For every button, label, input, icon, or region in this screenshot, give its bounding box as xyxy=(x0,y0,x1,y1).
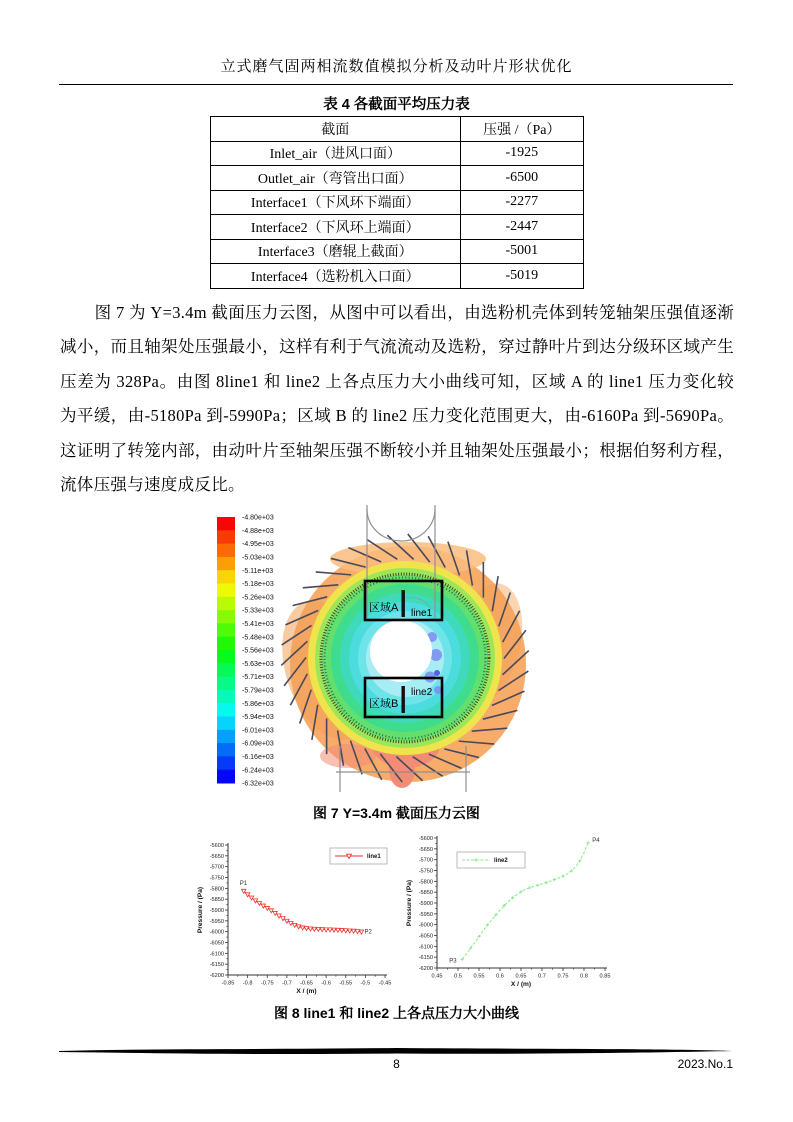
x-tick-label: -0.7 xyxy=(282,980,292,987)
legend-label: line2 xyxy=(494,858,508,865)
chart-line2 xyxy=(406,836,610,988)
figure7-pressure-contour xyxy=(180,505,600,805)
colorbar xyxy=(217,515,274,788)
x-tick-label: 0.85 xyxy=(599,973,611,980)
y-tick-label: -5650 xyxy=(418,846,433,853)
colorbar-tick-label: -6.24e+03 xyxy=(242,767,274,775)
y-tick-label: -5800 xyxy=(209,886,224,893)
y-tick-label: -6000 xyxy=(418,922,433,929)
table-header-cell: 截面 xyxy=(211,117,461,142)
colorbar-tick-label: -6.09e+03 xyxy=(242,740,274,748)
header-rule xyxy=(59,84,733,85)
x-tick-label: -0.45 xyxy=(378,980,392,987)
legend-label: line1 xyxy=(367,854,381,861)
figure8-caption: 图 8 line1 和 line2 上各点压力大小曲线 xyxy=(273,1005,520,1021)
y-tick-label: -5950 xyxy=(209,918,224,925)
x-axis-label: X / (m) xyxy=(296,988,317,995)
footer-rule-shape xyxy=(59,1048,733,1054)
y-tick-label: -5700 xyxy=(209,864,224,871)
body-paragraph: 图 7 为 Y=3.4m 截面压力云图，从图中可以看出，由选粉机壳体到转笼轴架压强值逐渐减小，而且轴架处压强最小，这样有利于气流流动及选粉，穿过静叶片到达分级环区域产生压差为 328Pa。由图 8line1 和 line2 上各点压力大小曲线可知，区域 A 的 line1 压力变化较为平缓，由-5180Pa 到-5990Pa；区域 B 的 line2 压力变化范围更大，由-6160Pa 到-5690Pa。这证明了转笼内部，由动叶片至轴架压强不断较小并且轴架处压强最小；根据伯努利方程，流体压强与速度成反比。 xyxy=(60,303,734,495)
x-tick-label: 0.7 xyxy=(538,973,546,980)
table-cell-section: Outlet_air（弯管出口面） xyxy=(211,166,461,191)
colorbar-tick-label: -6.16e+03 xyxy=(242,754,274,761)
x-tick-label: -0.65 xyxy=(300,980,313,987)
y-tick-label: -5750 xyxy=(418,868,433,875)
y-axis-label: Pressure / (Pa) xyxy=(406,879,413,927)
colorbar-tick-label: -5.56e+03 xyxy=(242,647,274,655)
y-tick-label: -6150 xyxy=(418,955,433,962)
table-cell-section: Interface3（磨辊上截面） xyxy=(211,239,461,264)
y-tick-label: -5600 xyxy=(418,836,433,842)
table-row xyxy=(211,141,584,166)
region-a-label: 区域A xyxy=(369,602,399,614)
x-tick-label: 0.75 xyxy=(557,973,569,980)
x-tick-label: 0.8 xyxy=(580,973,588,980)
x-tick-label: -0.5 xyxy=(360,980,371,987)
x-tick-label: 0.5 xyxy=(454,973,462,980)
contour-plot xyxy=(266,505,534,792)
colorbar-tick-label: -5.71e+03 xyxy=(242,674,274,682)
y-tick-label: -5900 xyxy=(209,908,224,914)
table-header-row xyxy=(211,117,584,142)
x-axis-label: X / (m) xyxy=(510,981,532,988)
colorbar-tick-label: -5.26e+03 xyxy=(242,594,274,602)
table-row xyxy=(211,264,584,289)
colorbar-tick-label: -5.18e+03 xyxy=(242,581,274,589)
y-tick-label: -6200 xyxy=(418,966,433,972)
table-cell-pressure: -5019 xyxy=(460,264,583,289)
colorbar-tick-label: -4.88e+03 xyxy=(242,527,274,535)
table-cell-section: Interface2（下风环上端面） xyxy=(211,215,461,240)
legend-line2 xyxy=(457,852,525,868)
line1-label: line1 xyxy=(411,608,433,619)
y-tick-label: -6050 xyxy=(418,933,433,940)
y-tick-label: -6100 xyxy=(209,951,224,958)
point-label: P4 xyxy=(592,837,600,844)
y-tick-label: -6100 xyxy=(418,944,433,951)
colorbar-tick-label: -6.32e+03 xyxy=(242,780,274,788)
y-tick-label: -5850 xyxy=(209,897,224,904)
figure7-caption: 图 7 Y=3.4m 截面压力云图 xyxy=(313,805,480,821)
colorbar-tick-label: -5.33e+03 xyxy=(242,607,274,615)
table4-title: 表 4 各截面平均压力表 xyxy=(323,97,470,113)
line2-label: line2 xyxy=(411,687,433,698)
y-tick-label: -6050 xyxy=(209,940,224,947)
colorbar-tick-label: -5.03e+03 xyxy=(242,554,274,562)
table-row xyxy=(211,215,584,240)
table-cell-section: Interface1（下风环下端面） xyxy=(211,190,461,215)
table-row xyxy=(211,239,584,264)
y-tick-label: -5600 xyxy=(209,843,224,849)
colorbar-tick-label: -5.79e+03 xyxy=(242,687,274,695)
page-title: 立式磨气固两相流数值模拟分析及动叶片形状优化 xyxy=(220,59,573,75)
point-label: P3 xyxy=(449,958,457,965)
legend-line1 xyxy=(330,848,387,864)
x-tick-label: -0.75 xyxy=(260,980,274,987)
colorbar-tick-label: -5.94e+03 xyxy=(242,714,274,722)
table-cell-pressure: -2447 xyxy=(460,215,583,240)
page-number: 8 xyxy=(393,1057,400,1071)
table-cell-pressure: -6500 xyxy=(460,166,583,191)
point-label: P1 xyxy=(239,880,248,887)
colorbar-tick-label: -5.63e+03 xyxy=(242,660,274,668)
x-tick-label: 0.45 xyxy=(431,973,443,980)
x-tick-label: -0.55 xyxy=(339,980,353,987)
chart-line1 xyxy=(197,843,391,995)
table-row xyxy=(211,166,584,191)
x-tick-label: -0.85 xyxy=(221,980,235,987)
colorbar-tick-label: -4.80e+03 xyxy=(242,514,274,522)
point-label: P2 xyxy=(364,929,372,936)
colorbar-tick-label: -5.86e+03 xyxy=(242,700,274,708)
issue-label: 2023.No.1 xyxy=(677,1057,733,1071)
y-tick-label: -6200 xyxy=(209,973,224,979)
x-tick-label: -0.8 xyxy=(242,980,253,987)
colorbar-tick-label: -5.48e+03 xyxy=(242,634,274,642)
table-cell-pressure: -2277 xyxy=(460,190,583,215)
y-tick-label: -5800 xyxy=(418,879,433,886)
table-cell-pressure: -5001 xyxy=(460,239,583,264)
figure8-line-charts xyxy=(178,828,618,1000)
colorbar-tick-label: -6.01e+03 xyxy=(242,727,274,735)
table-header-cell: 压强 /（Pa） xyxy=(460,117,583,142)
y-tick-label: -5850 xyxy=(418,890,433,897)
y-tick-label: -6000 xyxy=(209,929,224,936)
colorbar-tick-label: -4.95e+03 xyxy=(242,541,274,549)
y-tick-label: -5700 xyxy=(418,857,433,864)
x-tick-label: 0.65 xyxy=(515,973,527,980)
colorbar-tick-label: -5.41e+03 xyxy=(242,621,274,628)
y-axis-label: Pressure / (Pa) xyxy=(197,886,204,934)
table-cell-pressure: -1925 xyxy=(460,141,583,166)
x-tick-label: 0.55 xyxy=(473,973,485,980)
y-tick-label: -5950 xyxy=(418,911,433,918)
colorbar-tick-label: -5.11e+03 xyxy=(242,567,274,575)
region-b-label: 区域B xyxy=(369,698,399,710)
y-tick-label: -5900 xyxy=(418,901,433,907)
table-cell-section: Interface4（选粉机入口面） xyxy=(211,264,461,289)
table-cell-section: Inlet_air（进风口面） xyxy=(211,141,461,166)
y-tick-label: -5750 xyxy=(209,875,224,882)
y-tick-label: -5650 xyxy=(209,853,224,860)
table-row xyxy=(211,190,584,215)
x-tick-label: 0.6 xyxy=(496,973,504,980)
pressure-table xyxy=(210,116,584,289)
y-tick-label: -6150 xyxy=(209,962,224,969)
x-tick-label: -0.6 xyxy=(321,980,331,987)
